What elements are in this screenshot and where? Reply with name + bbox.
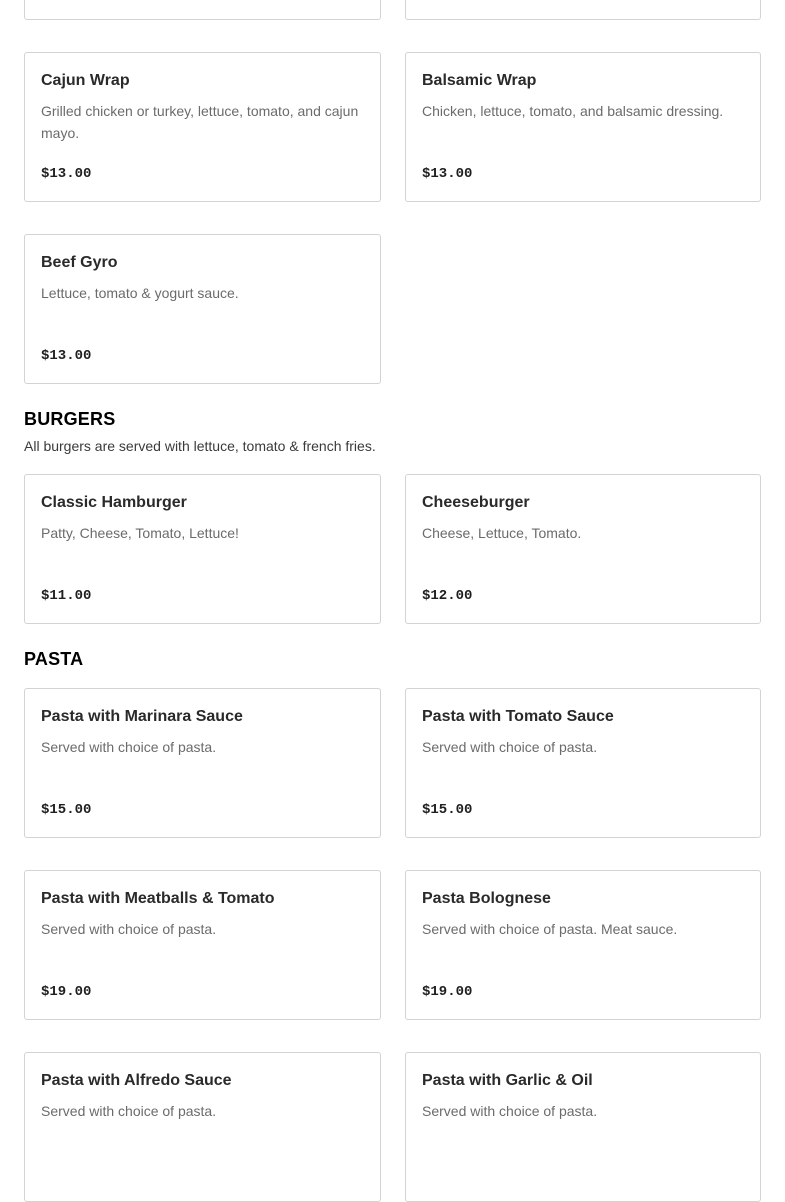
menu-item-card[interactable]: [405, 1052, 761, 1202]
menu-item-price: $19.00: [422, 984, 473, 1000]
menu-item-price: $19.00: [41, 984, 92, 1000]
menu-item-card[interactable]: [405, 870, 761, 1020]
menu-item-description: Patty, Cheese, Tomato, Lettuce!: [41, 525, 239, 541]
menu-item-card[interactable]: [24, 1052, 381, 1202]
section-title-pasta: PASTA: [24, 649, 84, 669]
menu-item-description: Served with choice of pasta. Meat sauce.: [422, 921, 678, 937]
menu-item-name: Pasta Bolognese: [422, 890, 551, 907]
menu-item-card[interactable]: [24, 688, 381, 838]
menu-item-description: Cheese, Lettuce, Tomato.: [422, 525, 582, 541]
menu-item-card[interactable]: [24, 474, 381, 624]
menu-item-card[interactable]: [405, 474, 761, 624]
menu-item-card[interactable]: [24, 870, 381, 1020]
menu-item-price: $11.00: [41, 588, 92, 604]
menu-item-name: Pasta with Marinara Sauce: [41, 708, 243, 725]
menu-item-name: Pasta with Tomato Sauce: [422, 708, 614, 725]
menu-item-name: Balsamic Wrap: [422, 72, 537, 89]
menu-item-description: Served with choice of pasta.: [422, 739, 598, 755]
menu-item-card[interactable]: [405, 688, 761, 838]
menu-item-name: Pasta with Alfredo Sauce: [41, 1072, 232, 1089]
menu-item-description: Served with choice of pasta.: [41, 921, 217, 937]
menu-item-name: Classic Hamburger: [41, 494, 187, 511]
menu-item-description: Lettuce, tomato & yogurt sauce.: [41, 285, 239, 301]
menu-item-description: Served with choice of pasta.: [41, 1103, 217, 1119]
menu-item-price: $13.00: [422, 166, 473, 182]
menu-item-card[interactable]: [24, 52, 381, 202]
menu-item-card[interactable]: [405, 0, 761, 20]
menu-item-name: Cheeseburger: [422, 494, 530, 511]
menu-item-price: $13.00: [41, 348, 92, 364]
menu-item-price: $15.00: [422, 802, 473, 818]
section-note-burgers: All burgers are served with lettuce, tomato & french fries.: [24, 438, 376, 454]
menu-item-price: $15.00: [41, 802, 92, 818]
menu-item-price: $12.00: [422, 588, 473, 604]
menu-item-name: Beef Gyro: [41, 254, 118, 271]
menu-item-description: Served with choice of pasta.: [422, 1103, 598, 1119]
menu-item-price: $13.00: [41, 166, 92, 182]
menu-item-name: Pasta with Garlic & Oil: [422, 1072, 593, 1089]
menu-item-name: Pasta with Meatballs & Tomato: [41, 890, 275, 907]
menu-item-description: Served with choice of pasta.: [41, 739, 217, 755]
menu-item-name: Cajun Wrap: [41, 72, 130, 89]
menu-item-card[interactable]: [24, 0, 381, 20]
menu-item-card[interactable]: [405, 52, 761, 202]
section-title-burgers: BURGERS: [24, 409, 116, 429]
menu-item-description: Grilled chicken or turkey, lettuce, tomato, and cajun mayo.: [41, 103, 359, 141]
menu-item-card[interactable]: [24, 234, 381, 384]
menu-item-description: Chicken, lettuce, tomato, and balsamic dressing.: [422, 103, 724, 119]
